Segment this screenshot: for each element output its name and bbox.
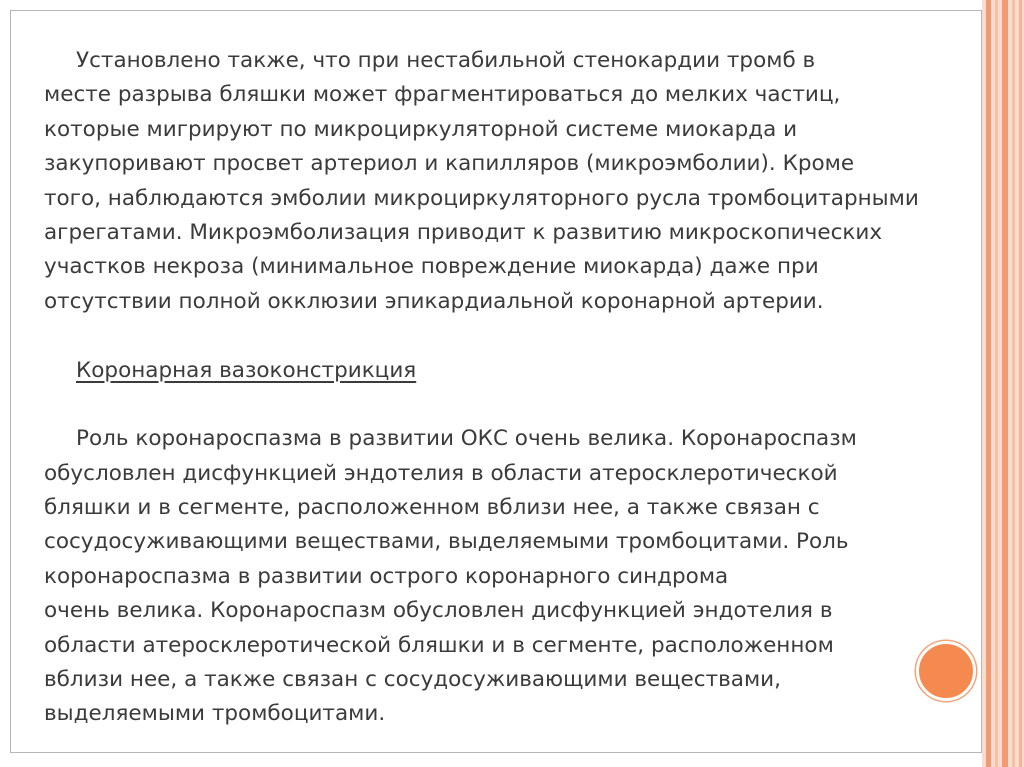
stripe	[995, 0, 998, 767]
stripe	[986, 0, 991, 767]
section-heading	[44, 354, 980, 388]
text-line: бляшки и в сегменте, расположенном вблизи нее, а также связан с	[44, 495, 820, 521]
paragraph-1	[44, 44, 980, 319]
slide-body	[44, 44, 980, 732]
section-heading-text: Коронарная вазоконстрикция	[76, 357, 417, 383]
text-line: очень велика. Коронароспазм обусловлен дисфункцией эндотелия в	[44, 598, 833, 624]
text-line: сосудосуживающими веществами, выделяемыми тромбоцитами. Роль	[44, 529, 849, 555]
stripe	[1012, 0, 1015, 767]
text-line: обусловлен дисфункцией эндотелия в области атеросклеротической	[44, 460, 838, 486]
text-line: закупоривают просвет артериол и капилляров (микроэмболии). Кроме	[44, 151, 855, 177]
text-line: области атеросклеротической бляшки и в сегменте, расположенном	[44, 632, 834, 658]
spacer	[44, 388, 980, 422]
text-line: Установлено также, что при нестабильной стенокардии тромб в	[76, 48, 816, 73]
stripe	[1019, 0, 1022, 767]
spacer	[44, 319, 980, 353]
stripe	[1002, 0, 1008, 767]
text-line: отсутствии полной окклюзии эпикардиальной коронарной артерии.	[44, 288, 824, 314]
text-line: месте разрыва бляшки может фрагментироваться до мелких частиц,	[44, 82, 841, 108]
text-line: участков некроза (минимальное повреждение миокарда) даже при	[44, 254, 819, 280]
decorative-stripes	[982, 0, 1024, 767]
text-line: вблизи нее, а также связан с сосудосуживающими веществами,	[44, 667, 781, 693]
text-line: коронароспазма в развитии острого коронарного синдрома	[44, 563, 729, 589]
text-line: агрегатами. Микроэмболизация приводит к развитию микроскопических	[44, 219, 883, 245]
text-line: Роль коронароспазма в развитии ОКС очень велика. Коронароспазм	[76, 426, 857, 452]
paragraph-2	[44, 422, 980, 732]
text-line: того, наблюдаются эмболии микроциркуляторного русла тромбоцитарными	[44, 185, 919, 211]
text-line: выделяемыми тромбоцитами.	[44, 701, 386, 727]
text-line: которые мигрируют по микроциркуляторной системе миокарда и	[44, 116, 798, 142]
